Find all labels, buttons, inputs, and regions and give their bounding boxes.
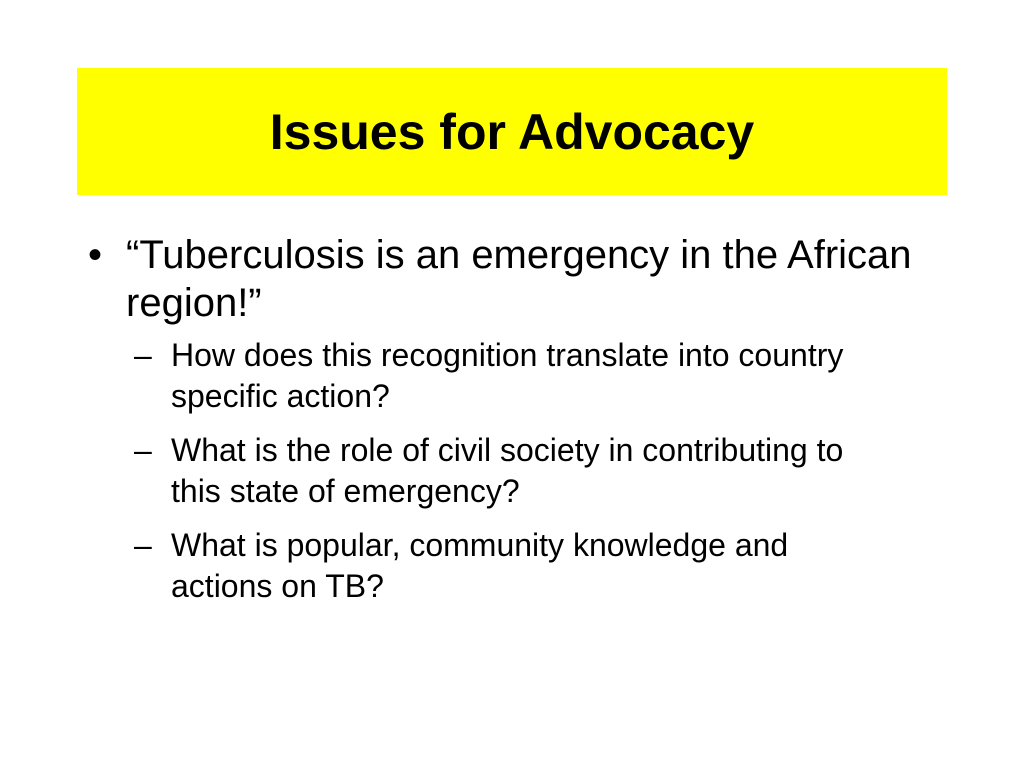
sub-bullet-text: How does this recognition translate into country specific action? (171, 337, 844, 414)
sub-bullet-item (134, 335, 881, 417)
title-banner (77, 68, 947, 195)
dash-icon: – (134, 432, 152, 468)
dash-icon: – (134, 337, 152, 373)
sub-bullet-item (134, 525, 881, 607)
bullet-item (80, 231, 916, 327)
slide-title: Issues for Advocacy (269, 104, 755, 160)
slide-body (80, 231, 980, 620)
sub-bullet-list (80, 335, 980, 607)
bullet-dot-icon: • (88, 233, 103, 277)
sub-bullet-text: What is the role of civil society in contributing to this state of emergency? (171, 432, 844, 509)
bullet-text: “Tuberculosis is an emergency in the African region!” (126, 233, 912, 325)
dash-icon: – (134, 527, 152, 563)
sub-bullet-item (134, 430, 881, 512)
sub-bullet-text: What is popular, community knowledge and actions on TB? (171, 527, 789, 604)
